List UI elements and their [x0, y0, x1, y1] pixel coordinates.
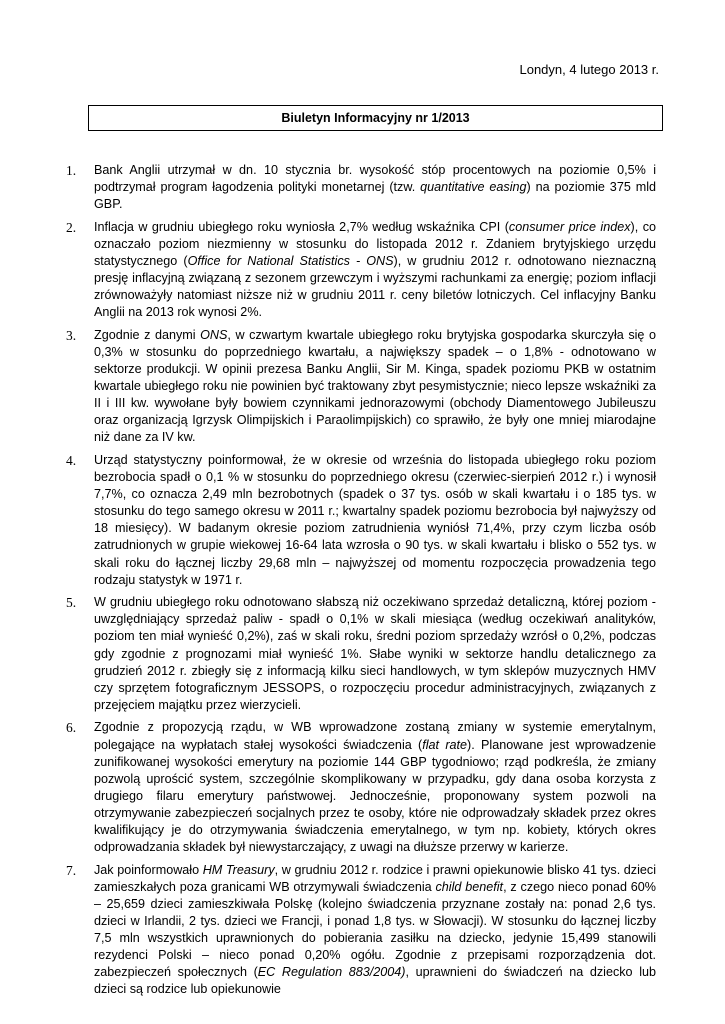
item-text: [94, 720, 656, 854]
item-text-segment: Inflacja w grudniu ubiegłego roku wyniosła 2,7% według wskaźnika CPI (: [94, 219, 509, 234]
bulletin-item: [66, 594, 656, 714]
item-text-segment: W grudniu ubiegłego roku odnotowano słabszą niż oczekiwano sprzedaż detaliczną, której poziom - uwzględniający sprzedaż paliw - spadł o 0,1% w skali miesiąca (według oczekiwań analityków, poziom ten miał wynieść 0,2%), zaś w skali roku, średni poziom sprzedaży wzrósł o 0,2%, podczas gdy zgodnie z prognozami miał wynieść 1%. Słabe wyniki w sektorze handlu detalicznego za grudzień 2012 r. zbiegły się z informacją kilku sieci handlowych, w tym sklepów muzycznych HMV czy sprzętem fotograficznym JESSOPS, o rozpoczęciu procedur administracyjnych, związanych z przejęciem majątku przez wierzycieli.: [94, 595, 656, 712]
item-text: [94, 595, 656, 712]
item-text-italic-segment: ONS: [200, 327, 228, 342]
item-text-segment: , z czego nieco ponad 60% – 25,659 dzieci zamieszkiwała Polskę (kolejno świadczenia przyznane zostały na: ponad 2,6 tys. dzieci w Irlandii, 2 tys. dzieci we Francji, i ponad 1,8 tys. w Słowacji). W stosunku do łącznej liczby 7,5 mln wszystkich uprawnionych do pobierania zasiłku na dziecko, jedynie 15,499 stanowili rezydenci Polski – nieco ponad 0,20% ogółu. Zgodnie z przepisami rozporządzenia dot. zabezpieczeń społecznych (: [94, 879, 656, 980]
item-text: [94, 163, 656, 211]
item-number: 2.: [66, 219, 77, 235]
document-date: Londyn, 4 lutego 2013 r.: [519, 62, 659, 77]
item-number: 1.: [66, 163, 77, 178]
item-text-italic-segment: quantitative easing: [420, 180, 527, 195]
item-text-segment: ), co oznaczało poziom niezmienny w stosunku do listopada 2012 r. Zdaniem brytyjskiego urzędu statystycznego (: [94, 219, 656, 268]
item-text-segment: ), w grudniu 2012 r. odnotowano nieznaczną presję inflacyjną związaną z sezonem grzewczym i wyższymi rachunkami za energię; poziom inflacji zrównoważyły natomiast niższe niż w grudniu 2011 r. ceny biletów lotniczych. Cel inflacyjny Banku Anglii na 2013 rok wynosi 2%.: [94, 253, 656, 320]
item-text-segment: Zgodnie z propozycją rządu, w WB wprowadzone zostaną zmiany w systemie emerytalnym, polegające na wypłatach stałej wysokości świadczenia (: [94, 720, 656, 752]
item-number: 7.: [66, 862, 77, 878]
item-number: 5.: [66, 595, 77, 611]
item-text-segment: ). Planowane jest wprowadzenie zunifikowanej wysokości emerytury na poziomie 144 GBP tygodniowo; rząd podkreśla, że zmiany pozwolą uprościć system, szczególnie skomplikowany w przypadku, gdy dana osoba korzysta z drugiego filaru emerytury państwowej. Jednocześnie, proponowany system pozwoli na otrzymywanie zabezpieczeń socjalnych przez te osoby, które nie odprowadzały składek przez okres kwalifikujący je do otrzymywania świadczenia emerytalnego, w tym np. kobiety, których okres odprowadzania składek był niewystarczający, z uwagi na dłuższe przerwy w karierze.: [94, 737, 656, 855]
item-text-segment: , w czwartym kwartale ubiegłego roku brytyjska gospodarka skurczyła się o 0,3% w stosunku do poprzedniego kwartału, a największy spadek – o 1,8% - odnotowano w sektorze produkcji. W opinii prezesa Banku Anglii, Sir M. Kinga, spadek poziomu PKB w ostatnim kwartale ubiegłego roku nie powinien być traktowany zbyt pesymistycznie; nieco lepsze wskaźniki za II i III kw. wywołane były bowiem czynnikami jednorazowymi (obchody Diamentowego Jubileuszu oraz organizacją Igrzysk Olimpijskich i Paraolimpijskich) co sprawiło, że były one mniej miarodajne niż dane za IV kw.: [94, 327, 656, 445]
item-text-italic-segment: flat rate: [422, 737, 468, 752]
item-text-segment: Jak poinformowało: [94, 862, 203, 877]
item-number: 3.: [66, 327, 77, 343]
item-text-segment: Bank Anglii utrzymał w dn. 10 stycznia br. wysokość stóp procentowych na poziomie 0,5% i podtrzymał program łagodzenia polityki monetarnej (tzw.: [94, 163, 656, 195]
item-text-italic-segment: Office for National Statistics - ONS: [187, 253, 394, 268]
item-text: [94, 220, 656, 319]
item-text-segment: Urząd statystyczny poinformował, że w okresie od września do listopada ubiegłego roku poziom bezrobocia spadł o 0,1 % w stosunku do poprzedniego okresu (czerwiec-sierpień 2012 r.) i wynosił 7,7%, co oznacza 2,49 mln bezrobotnych (spadek o 37 tys. osób w skali kwartału i o 185 tys. w stosunku do tego samego okresu w 2011 r.; kwartalny spadek poziomu bezrobocia był najwyższy od 18 miesięcy). W badanym okresie poziom zatrudnienia wyniósł 71,4%, przy czym liczba osób zatrudnionych w grupie wiekowej 16-64 lata wzrosła o 90 tys. w skali kwartału i blisko o 552 tys. w skali roku do łącznej liczby 29,68 mln – najwyższej od momentu rozpoczęcia prowadzenia tego rodzaju statystyk w 1971 r.: [94, 453, 656, 587]
item-text-segment: Zgodnie z danymi: [94, 327, 201, 342]
bulletin-item: [66, 327, 656, 447]
item-text-segment: , w grudniu 2012 r. rodzice i prawni opiekunowie blisko 41 tys. dzieci zamieszkałych poza granicami WB otrzymywali świadczenia: [94, 862, 656, 894]
bulletin-item: [66, 719, 656, 856]
item-number: 4.: [66, 453, 77, 468]
item-text: [94, 328, 656, 445]
item-text-italic-segment: consumer price index: [508, 219, 631, 234]
bulletin-title: Biuletyn Informacyjny nr 1/2013: [281, 111, 470, 125]
item-text-italic-segment: EC Regulation 883/2004): [257, 965, 406, 980]
item-text: [94, 453, 656, 587]
item-number: 6.: [66, 720, 77, 736]
bulletin-item: [66, 862, 656, 999]
item-text-segment: , uprawnieni do świadczeń na dziecko lub dzieci są rodzice lub opiekunowie: [94, 965, 656, 997]
item-text-italic-segment: child benefit: [435, 879, 504, 894]
bulletin-items-list: [66, 162, 656, 1004]
bulletin-item: [66, 452, 656, 589]
item-text-segment: ) na poziomie 375 mld GBP.: [94, 180, 657, 212]
item-text: [94, 863, 656, 997]
bulletin-title-box: [88, 105, 663, 131]
bulletin-item: [66, 219, 656, 322]
item-text-italic-segment: HM Treasury: [202, 862, 275, 877]
bulletin-item: [66, 162, 656, 213]
